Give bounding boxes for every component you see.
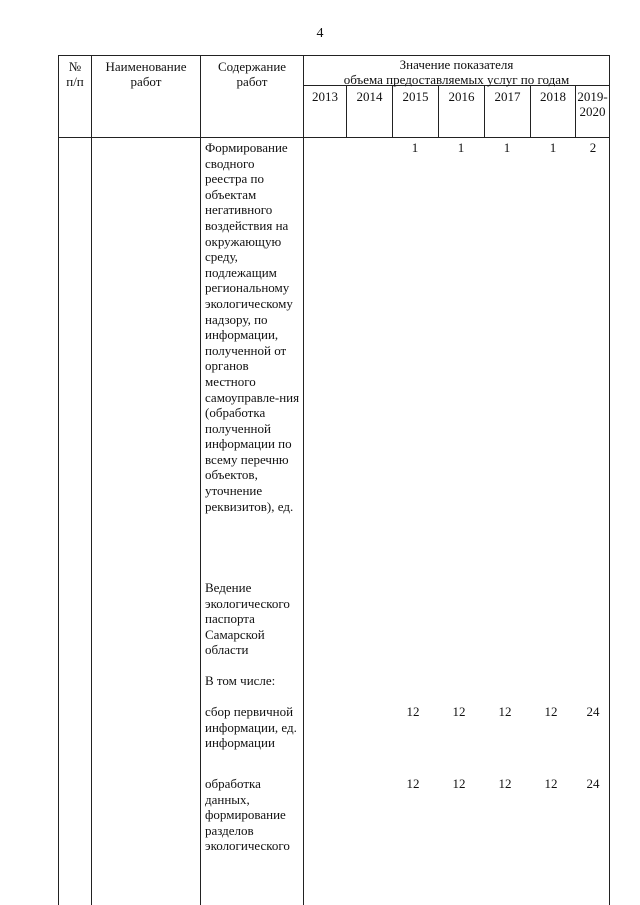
- row-4-value-2017: 12: [498, 704, 512, 719]
- year-2017: 2017: [494, 89, 521, 104]
- row-4-value-2018: 12: [544, 704, 558, 719]
- row-4-value-2015: 12: [406, 704, 420, 719]
- row-5-value-2016: 12: [452, 776, 466, 791]
- year-2019-2020: 2019- 2020: [577, 89, 608, 119]
- row-1-value-2016: 1: [457, 140, 465, 155]
- row-1-value-2015: 1: [411, 140, 419, 155]
- row-3-content: В том числе:: [205, 673, 276, 688]
- row-1-value-2019-2020: 2: [589, 140, 597, 155]
- row-5-content: обработка данных, формирование разделов экологического: [205, 776, 290, 854]
- year-2013: 2013: [312, 89, 338, 104]
- year-2014: 2014: [356, 89, 383, 104]
- row-5-value-2018: 12: [544, 776, 558, 791]
- row-1-content: Формирование сводного реестра по объектам негативного воздействия на окружающую среду, подлежащим региональному экологическому надзору, по информации, полученной от органов местного самоуправле-ния (обработка полученной информации по всему перечню объектов, уточнение реквизитов), ед.: [205, 140, 300, 514]
- year-2015: 2015: [402, 89, 429, 104]
- year-2018: 2018: [540, 89, 566, 104]
- header-col-name: Наименование работ: [105, 59, 187, 89]
- row-4-value-2016: 12: [452, 704, 466, 719]
- page-number: 4: [316, 26, 324, 41]
- row-4-content: сбор первичной информации, ед. информации: [205, 704, 297, 751]
- year-2016: 2016: [448, 89, 475, 104]
- row-5-value-2019-2020: 24: [586, 776, 600, 791]
- header-col-content: Содержание работ: [217, 59, 287, 89]
- header-col-num: № п/п: [66, 59, 84, 89]
- row-2-content: Ведение экологического паспорта Самарской области: [205, 580, 290, 658]
- header-col-values: Значение показателя объема предоставляемых услуг по годам: [343, 57, 570, 87]
- row-4-value-2019-2020: 24: [586, 704, 600, 719]
- row-1-value-2017: 1: [503, 140, 511, 155]
- row-1-value-2018: 1: [549, 140, 557, 155]
- row-5-value-2015: 12: [406, 776, 420, 791]
- row-5-value-2017: 12: [498, 776, 512, 791]
